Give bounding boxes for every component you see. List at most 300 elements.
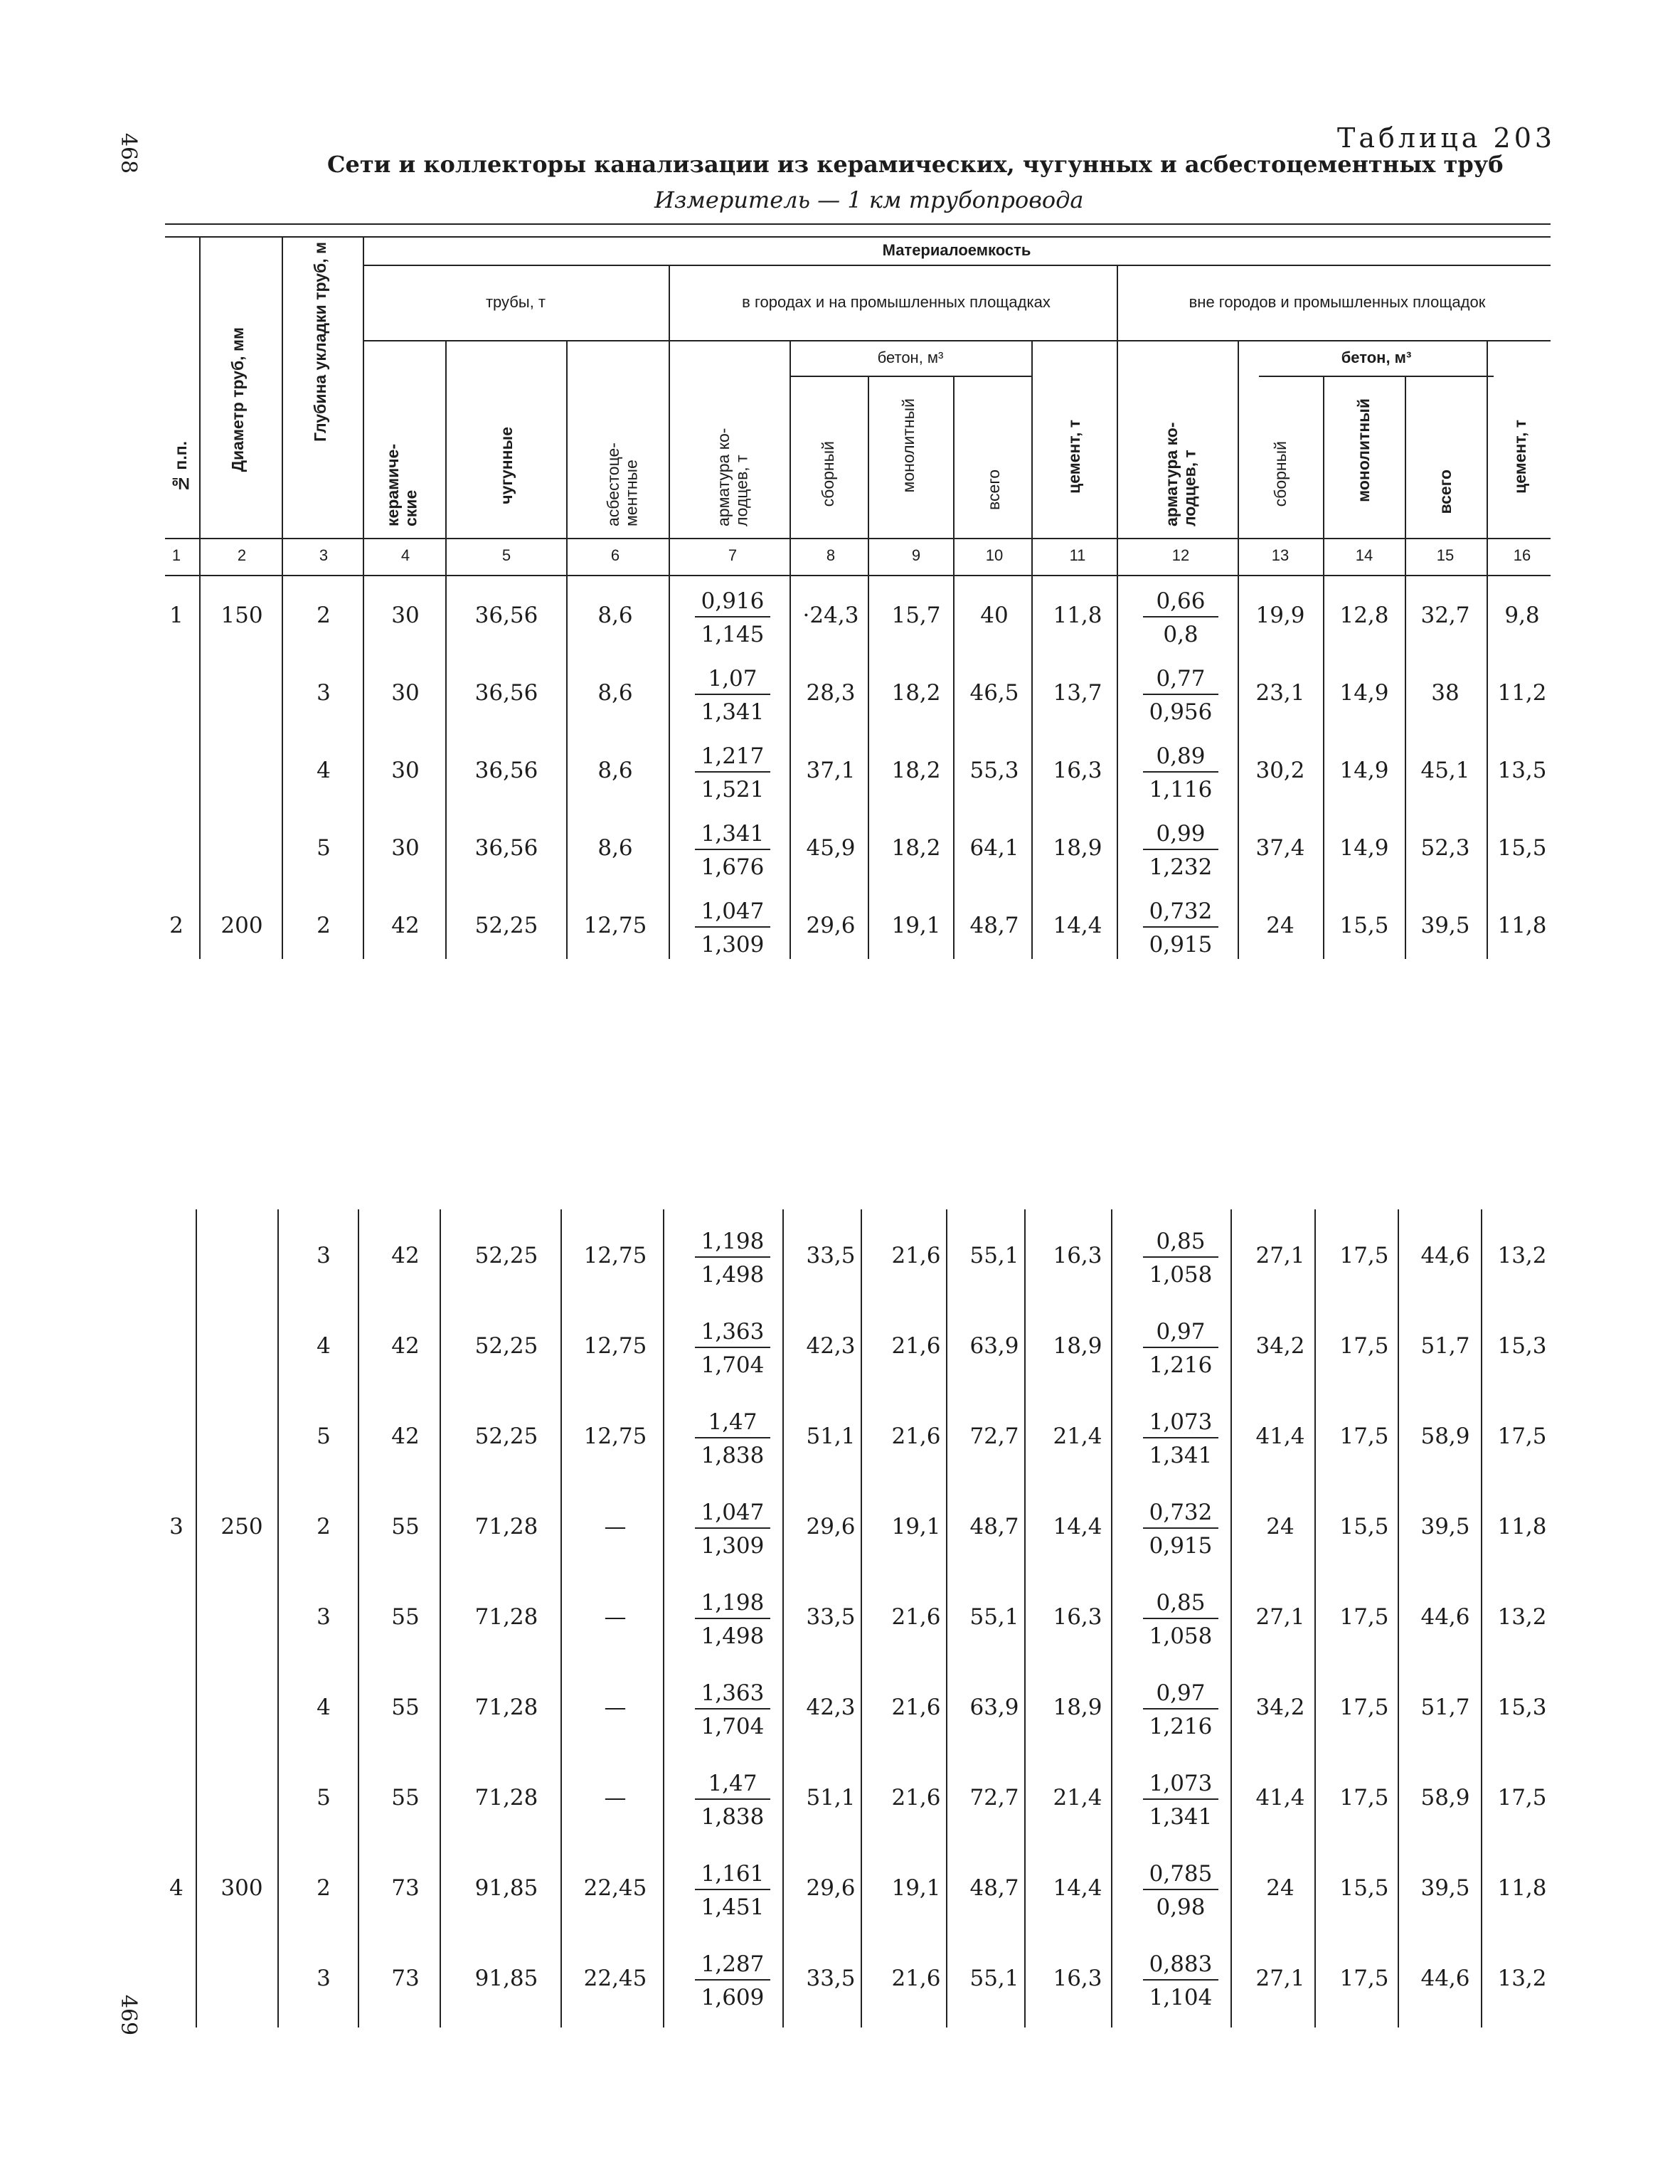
- cell-c8: 29,6: [806, 1514, 856, 1539]
- column-number: 5: [501, 546, 511, 564]
- rebar-out-fraction: [1134, 1590, 1227, 1649]
- fraction-numerator: 1,047: [695, 898, 770, 928]
- cell-c13: 34,2: [1255, 1695, 1305, 1720]
- fraction-denominator: 1,309: [701, 1533, 765, 1559]
- cell-c8: 29,6: [806, 1875, 856, 1901]
- column-number: 7: [728, 546, 738, 564]
- cell-c5: 71,28: [474, 1695, 538, 1720]
- rebar-in-fraction: [686, 588, 779, 647]
- column-number: 6: [610, 546, 620, 564]
- header-no: № п.п.: [171, 441, 190, 493]
- cell-c16: 11,2: [1497, 680, 1547, 706]
- fraction-denominator: 1,116: [1149, 777, 1213, 802]
- fraction-numerator: 1,07: [695, 666, 770, 695]
- header-total-out: всего: [1436, 470, 1455, 514]
- fraction-numerator: 1,073: [1143, 1771, 1218, 1800]
- cell-c15: 51,7: [1420, 1695, 1470, 1720]
- cell-c6: —: [604, 1785, 627, 1811]
- fraction-numerator: 1,161: [695, 1861, 770, 1890]
- cell-depth: 4: [317, 1695, 331, 1720]
- cell-c11: 14,4: [1053, 913, 1102, 938]
- cell-c16: 17,5: [1497, 1785, 1547, 1811]
- column-number: 3: [319, 546, 329, 564]
- cell-c14: 14,9: [1339, 835, 1389, 861]
- cell-c4: 55: [391, 1785, 420, 1811]
- header-concrete-out: бетон, м³: [1341, 348, 1412, 366]
- cell-c15: 38: [1431, 680, 1460, 706]
- fraction-denominator: 1,104: [1149, 1985, 1213, 2010]
- cell-depth: 5: [317, 1424, 331, 1449]
- cell-c6: 8,6: [597, 603, 633, 628]
- cell-c6: 22,45: [583, 1875, 647, 1901]
- header-diameter: Диаметр труб, мм: [228, 327, 247, 472]
- cell-c8: 33,5: [806, 1243, 856, 1268]
- fraction-denominator: 0,8: [1163, 622, 1198, 647]
- rebar-out-fraction: [1134, 1951, 1227, 2010]
- column-number: 11: [1069, 546, 1086, 564]
- header-total-in: всего: [984, 470, 1003, 510]
- cell-c16: 11,8: [1497, 1514, 1547, 1539]
- cell-c4: 42: [391, 1243, 420, 1268]
- cell-c13: 19,9: [1255, 603, 1305, 628]
- fraction-numerator: 0,916: [695, 588, 770, 617]
- cell-c16: 13,2: [1497, 1604, 1547, 1630]
- fraction-denominator: 1,341: [1149, 1804, 1213, 1830]
- rebar-out-fraction: [1134, 1771, 1227, 1830]
- column-number: 9: [911, 546, 921, 564]
- fraction-denominator: 1,498: [701, 1623, 765, 1649]
- cell-c13: 41,4: [1255, 1424, 1305, 1449]
- rebar-out-fraction: [1134, 588, 1227, 647]
- cell-c5: 71,28: [474, 1604, 538, 1630]
- cell-c9: 21,6: [891, 1695, 941, 1720]
- cell-c13: 27,1: [1255, 1243, 1305, 1268]
- rebar-out-fraction: [1134, 1500, 1227, 1559]
- cell-c8: 42,3: [806, 1695, 856, 1720]
- cell-depth: 3: [317, 680, 331, 706]
- column-number: 8: [826, 546, 836, 564]
- cell-c13: 30,2: [1255, 758, 1305, 783]
- cell-c6: 12,75: [583, 1333, 647, 1359]
- cell-c5: 91,85: [474, 1966, 538, 1991]
- cell-c10: 55,3: [969, 758, 1019, 783]
- header-out-cities: вне городов и промышленных площадок: [1189, 292, 1486, 311]
- cell-c11: 16,3: [1053, 1966, 1102, 1991]
- cell-c10: 55,1: [969, 1966, 1019, 1991]
- cell-c6: —: [604, 1695, 627, 1720]
- cell-c16: 11,8: [1497, 913, 1547, 938]
- rebar-out-fraction: [1134, 898, 1227, 958]
- header-material-intensity: Материалоемкость: [882, 240, 1031, 259]
- cell-c6: —: [604, 1514, 627, 1539]
- rebar-in-fraction: [686, 1500, 779, 1559]
- page-title: Сети и коллекторы канализации из керамических, чугунных и асбестоцементных труб: [327, 151, 1504, 178]
- cell-no: 4: [169, 1875, 184, 1901]
- cell-c10: 72,7: [969, 1785, 1019, 1811]
- cell-c8: 33,5: [806, 1604, 856, 1630]
- cell-c10: 40: [980, 603, 1009, 628]
- cell-c8: 45,9: [806, 835, 856, 861]
- fraction-numerator: 0,732: [1143, 1500, 1218, 1529]
- cell-c11: 16,3: [1053, 1243, 1102, 1268]
- cell-c8: 42,3: [806, 1333, 856, 1359]
- rebar-out-fraction: [1134, 1319, 1227, 1378]
- unit-line: Измеритель — 1 км трубопровода: [654, 186, 1084, 213]
- cell-c14: 15,5: [1339, 1875, 1389, 1901]
- cell-c16: 17,5: [1497, 1424, 1547, 1449]
- cell-no: 1: [169, 603, 184, 628]
- header-rebar-out: арматура ко-лодцев, т: [1162, 422, 1199, 526]
- cell-c11: 16,3: [1053, 1604, 1102, 1630]
- header-cast-iron: чугунные: [497, 427, 516, 504]
- rebar-in-fraction: [686, 1229, 779, 1288]
- rebar-out-fraction: [1134, 1229, 1227, 1288]
- cell-c15: 39,5: [1420, 913, 1470, 938]
- cell-c11: 13,7: [1053, 680, 1102, 706]
- cell-c14: 15,5: [1339, 913, 1389, 938]
- cell-c15: 58,9: [1420, 1424, 1470, 1449]
- cell-c6: 8,6: [597, 758, 633, 783]
- cell-depth: 3: [317, 1243, 331, 1268]
- cell-c16: 13,5: [1497, 758, 1547, 783]
- fraction-numerator: 1,073: [1143, 1409, 1218, 1438]
- cell-c5: 71,28: [474, 1785, 538, 1811]
- header-concrete-in: бетон, м³: [877, 348, 944, 366]
- page-number-bottom: 469: [116, 1994, 142, 2036]
- cell-c9: 21,6: [891, 1604, 941, 1630]
- fraction-denominator: 1,451: [701, 1894, 765, 1920]
- rebar-in-fraction: [686, 1409, 779, 1468]
- cell-c6: —: [604, 1604, 627, 1630]
- cell-c13: 34,2: [1255, 1333, 1305, 1359]
- cell-c4: 30: [391, 758, 420, 783]
- header-precast-in: сборный: [819, 441, 837, 507]
- column-number: 15: [1436, 546, 1455, 564]
- rebar-out-fraction: [1134, 743, 1227, 802]
- column-number: 12: [1171, 546, 1190, 564]
- cell-c5: 52,25: [474, 1424, 538, 1449]
- column-number: 4: [400, 546, 410, 564]
- fraction-denominator: 1,216: [1149, 1714, 1213, 1739]
- column-divider: [199, 575, 201, 959]
- cell-c4: 42: [391, 1333, 420, 1359]
- fraction-numerator: 0,66: [1143, 588, 1218, 617]
- rebar-in-fraction: [686, 1680, 779, 1739]
- cell-c14: 15,5: [1339, 1514, 1389, 1539]
- cell-c8: 51,1: [806, 1424, 856, 1449]
- header-cement-out: цемент, т: [1511, 420, 1529, 494]
- cell-c16: 15,5: [1497, 835, 1547, 861]
- cell-c9: 15,7: [891, 603, 941, 628]
- cell-c4: 42: [391, 1424, 420, 1449]
- cell-c15: 32,7: [1420, 603, 1470, 628]
- cell-no: 2: [169, 913, 184, 938]
- fraction-numerator: 0,97: [1143, 1680, 1218, 1709]
- cell-c4: 30: [391, 603, 420, 628]
- cell-depth: 5: [317, 1785, 331, 1811]
- cell-c4: 73: [391, 1966, 420, 1991]
- rebar-in-fraction: [686, 1951, 779, 2010]
- column-divider: [196, 1209, 197, 2027]
- cell-c4: 42: [391, 913, 420, 938]
- cell-c15: 39,5: [1420, 1514, 1470, 1539]
- cell-depth: 3: [317, 1604, 331, 1630]
- cell-c8: ·24,3: [802, 603, 859, 628]
- fraction-numerator: 1,363: [695, 1319, 770, 1348]
- header-depth: Глубина укладки труб, м: [311, 242, 329, 442]
- fraction-denominator: 1,838: [701, 1443, 765, 1468]
- cell-c14: 17,5: [1339, 1695, 1389, 1720]
- cell-c6: 8,6: [597, 680, 633, 706]
- fraction-denominator: 0,956: [1149, 699, 1213, 725]
- rebar-in-fraction: [686, 898, 779, 958]
- fraction-numerator: 1,198: [695, 1590, 770, 1619]
- cell-c13: 41,4: [1255, 1785, 1305, 1811]
- cell-c6: 12,75: [583, 913, 647, 938]
- fraction-numerator: 0,85: [1143, 1229, 1218, 1258]
- cell-dia: 300: [220, 1875, 263, 1901]
- header-in-cities: в городах и на промышленных площадках: [742, 292, 1051, 311]
- cell-c6: 22,45: [583, 1966, 647, 1991]
- cell-c4: 55: [391, 1604, 420, 1630]
- cell-c16: 13,2: [1497, 1966, 1547, 1991]
- cell-c15: 45,1: [1420, 758, 1470, 783]
- rebar-in-fraction: [686, 743, 779, 802]
- fraction-denominator: 0,915: [1149, 1533, 1213, 1559]
- rebar-in-fraction: [686, 1861, 779, 1920]
- fraction-denominator: 1,145: [701, 622, 765, 647]
- cell-c15: 44,6: [1420, 1604, 1470, 1630]
- cell-depth: 3: [317, 1966, 331, 1991]
- column-number: 10: [985, 546, 1004, 564]
- cell-c8: 37,1: [806, 758, 856, 783]
- cell-c10: 55,1: [969, 1243, 1019, 1268]
- cell-c6: 12,75: [583, 1424, 647, 1449]
- fraction-denominator: 1,838: [701, 1804, 765, 1830]
- fraction-numerator: 1,47: [695, 1771, 770, 1800]
- cell-depth: 2: [317, 1514, 331, 1539]
- cell-depth: 4: [317, 758, 331, 783]
- header-pipes: трубы, т: [485, 292, 546, 311]
- cell-c9: 18,2: [891, 835, 941, 861]
- cell-c13: 23,1: [1255, 680, 1305, 706]
- cell-c8: 33,5: [806, 1966, 856, 1991]
- fraction-denominator: 0,915: [1149, 932, 1213, 958]
- fraction-denominator: 1,704: [701, 1352, 765, 1378]
- cell-no: 3: [169, 1514, 184, 1539]
- cell-c14: 17,5: [1339, 1966, 1389, 1991]
- cell-dia: 250: [220, 1514, 263, 1539]
- cell-c15: 52,3: [1420, 835, 1470, 861]
- rebar-out-fraction: [1134, 1861, 1227, 1920]
- page-number-top: 468: [116, 132, 142, 174]
- fraction-denominator: 1,521: [701, 777, 765, 802]
- cell-c13: 24: [1266, 913, 1294, 938]
- fraction-denominator: 1,704: [701, 1714, 765, 1739]
- header-precast-out: сборный: [1271, 441, 1290, 507]
- cell-c11: 14,4: [1053, 1875, 1102, 1901]
- cell-c13: 24: [1266, 1875, 1294, 1901]
- fraction-denominator: 1,609: [701, 1985, 765, 2010]
- cell-c8: 29,6: [806, 913, 856, 938]
- cell-c8: 51,1: [806, 1785, 856, 1811]
- fraction-denominator: 0,98: [1156, 1894, 1206, 1920]
- fraction-denominator: 1,676: [701, 854, 765, 880]
- fraction-numerator: 0,89: [1143, 743, 1218, 773]
- header-asbestos: асбестоце-ментные: [604, 442, 641, 526]
- fraction-numerator: 1,217: [695, 743, 770, 773]
- fraction-numerator: 1,287: [695, 1951, 770, 1981]
- column-number: 14: [1355, 546, 1373, 564]
- cell-c5: 36,56: [474, 680, 538, 706]
- cell-c11: 16,3: [1053, 758, 1102, 783]
- cell-c11: 21,4: [1053, 1785, 1102, 1811]
- cell-c14: 17,5: [1339, 1424, 1389, 1449]
- fraction-denominator: 1,309: [701, 932, 765, 958]
- cell-c16: 15,3: [1497, 1333, 1547, 1359]
- fraction-denominator: 1,058: [1149, 1623, 1213, 1649]
- fraction-denominator: 1,341: [1149, 1443, 1213, 1468]
- cell-c5: 52,25: [474, 913, 538, 938]
- cell-c5: 71,28: [474, 1514, 538, 1539]
- header-monolithic-out: монолитный: [1354, 398, 1373, 502]
- cell-c4: 30: [391, 835, 420, 861]
- header-rebar-in: арматура ко-лодцев, т: [714, 428, 751, 526]
- fraction-numerator: 1,47: [695, 1409, 770, 1438]
- cell-c5: 36,56: [474, 835, 538, 861]
- fraction-denominator: 1,341: [701, 699, 765, 725]
- cell-c10: 63,9: [969, 1695, 1019, 1720]
- column-number: 16: [1513, 546, 1531, 564]
- rebar-out-fraction: [1134, 821, 1227, 880]
- cell-c9: 19,1: [891, 913, 941, 938]
- cell-c14: 14,9: [1339, 758, 1389, 783]
- table-number: Таблица 203: [1337, 122, 1556, 154]
- fraction-numerator: 1,198: [695, 1229, 770, 1258]
- cell-c5: 91,85: [474, 1875, 538, 1901]
- cell-c9: 21,6: [891, 1424, 941, 1449]
- cell-c4: 55: [391, 1514, 420, 1539]
- cell-c14: 17,5: [1339, 1333, 1389, 1359]
- column-number: 1: [171, 546, 181, 564]
- cell-c13: 37,4: [1255, 835, 1305, 861]
- fraction-numerator: 1,363: [695, 1680, 770, 1709]
- cell-c13: 24: [1266, 1514, 1294, 1539]
- cell-c14: 17,5: [1339, 1785, 1389, 1811]
- cell-c15: 44,6: [1420, 1243, 1470, 1268]
- cell-dia: 200: [220, 913, 263, 938]
- rebar-in-fraction: [686, 1590, 779, 1649]
- cell-c11: 18,9: [1053, 1695, 1102, 1720]
- cell-c10: 63,9: [969, 1333, 1019, 1359]
- cell-c9: 21,6: [891, 1785, 941, 1811]
- rebar-in-fraction: [686, 821, 779, 880]
- cell-c15: 44,6: [1420, 1966, 1470, 1991]
- cell-c4: 55: [391, 1695, 420, 1720]
- fraction-numerator: 0,77: [1143, 666, 1218, 695]
- cell-c9: 21,6: [891, 1243, 941, 1268]
- cell-c15: 39,5: [1420, 1875, 1470, 1901]
- cell-c5: 36,56: [474, 758, 538, 783]
- cell-c11: 11,8: [1053, 603, 1102, 628]
- cell-c16: 13,2: [1497, 1243, 1547, 1268]
- fraction-numerator: 1,341: [695, 821, 770, 850]
- cell-dia: 150: [220, 603, 263, 628]
- rebar-in-fraction: [686, 1771, 779, 1830]
- rebar-out-fraction: [1134, 666, 1227, 725]
- cell-c10: 48,7: [969, 913, 1019, 938]
- fraction-numerator: 0,97: [1143, 1319, 1218, 1348]
- cell-c16: 9,8: [1504, 603, 1540, 628]
- fraction-denominator: 1,232: [1149, 854, 1213, 880]
- cell-c8: 28,3: [806, 680, 856, 706]
- cell-c10: 48,7: [969, 1875, 1019, 1901]
- cell-c11: 18,9: [1053, 835, 1102, 861]
- fraction-numerator: 0,883: [1143, 1951, 1218, 1981]
- cell-c9: 18,2: [891, 758, 941, 783]
- cell-c9: 18,2: [891, 680, 941, 706]
- cell-c11: 14,4: [1053, 1514, 1102, 1539]
- header-ceramic: керамиче-ские: [383, 443, 420, 526]
- cell-c13: 27,1: [1255, 1966, 1305, 1991]
- column-number: 13: [1271, 546, 1290, 564]
- fraction-denominator: 1,498: [701, 1262, 765, 1288]
- cell-c9: 19,1: [891, 1514, 941, 1539]
- cell-c10: 72,7: [969, 1424, 1019, 1449]
- rebar-out-fraction: [1134, 1680, 1227, 1739]
- fraction-numerator: 0,732: [1143, 898, 1218, 928]
- rebar-out-fraction: [1134, 1409, 1227, 1468]
- cell-c14: 17,5: [1339, 1604, 1389, 1630]
- fraction-numerator: 0,85: [1143, 1590, 1218, 1619]
- cell-c6: 8,6: [597, 835, 633, 861]
- cell-c5: 52,25: [474, 1333, 538, 1359]
- rebar-in-fraction: [686, 666, 779, 725]
- fraction-denominator: 1,216: [1149, 1352, 1213, 1378]
- header-cement-in: цемент, т: [1065, 420, 1083, 494]
- cell-c5: 36,56: [474, 603, 538, 628]
- cell-c15: 51,7: [1420, 1333, 1470, 1359]
- cell-depth: 4: [317, 1333, 331, 1359]
- cell-c5: 52,25: [474, 1243, 538, 1268]
- cell-c14: 17,5: [1339, 1243, 1389, 1268]
- cell-c4: 73: [391, 1875, 420, 1901]
- fraction-numerator: 0,785: [1143, 1861, 1218, 1890]
- cell-c9: 21,6: [891, 1966, 941, 1991]
- fraction-numerator: 1,047: [695, 1500, 770, 1529]
- cell-c16: 11,8: [1497, 1875, 1547, 1901]
- cell-c10: 55,1: [969, 1604, 1019, 1630]
- cell-c9: 19,1: [891, 1875, 941, 1901]
- cell-c15: 58,9: [1420, 1785, 1470, 1811]
- cell-c10: 48,7: [969, 1514, 1019, 1539]
- cell-depth: 2: [317, 603, 331, 628]
- cell-depth: 2: [317, 913, 331, 938]
- header-monolithic-in: монолитный: [899, 398, 918, 493]
- cell-depth: 5: [317, 835, 331, 861]
- cell-c4: 30: [391, 680, 420, 706]
- cell-c11: 21,4: [1053, 1424, 1102, 1449]
- column-divider: [669, 575, 670, 959]
- fraction-denominator: 1,058: [1149, 1262, 1213, 1288]
- cell-c16: 15,3: [1497, 1695, 1547, 1720]
- cell-c10: 46,5: [969, 680, 1019, 706]
- cell-depth: 2: [317, 1875, 331, 1901]
- cell-c11: 18,9: [1053, 1333, 1102, 1359]
- cell-c10: 64,1: [969, 835, 1019, 861]
- cell-c14: 14,9: [1339, 680, 1389, 706]
- rebar-in-fraction: [686, 1319, 779, 1378]
